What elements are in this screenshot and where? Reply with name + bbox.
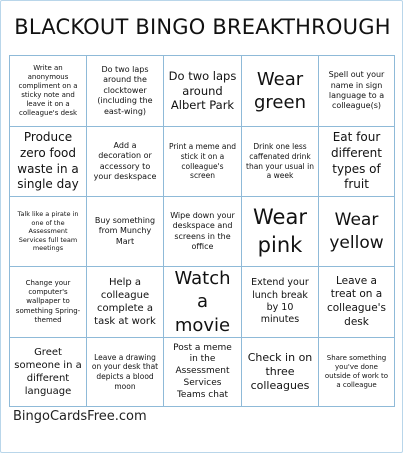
bingo-cell-r5-c5[interactable] <box>319 338 394 406</box>
bingo-cell-r1-c2[interactable] <box>87 56 164 127</box>
bingo-cell-text: Wear green <box>254 68 306 113</box>
bingo-cell-r3-c4[interactable] <box>242 197 319 267</box>
bingo-cell-text: Drink one less caffenated drink than your usual in a week <box>246 142 314 181</box>
bingo-cell-text: Talk like a pirate in one of the Assessment Services full team meetings <box>17 210 79 253</box>
bingo-cell-text: Do two laps around Albert Park <box>168 68 237 113</box>
bingo-cell-r5-c4[interactable] <box>242 338 319 406</box>
bingo-cell-text: Leave a drawing on your desk that depicts a blood moon <box>91 352 159 391</box>
bingo-cell-r2-c1[interactable] <box>10 127 87 197</box>
bingo-cell-text: Leave a treat on a colleague's desk <box>326 274 387 328</box>
bingo-cell-r4-c4[interactable] <box>242 267 319 338</box>
bingo-cell-r4-c2[interactable] <box>87 267 164 338</box>
bingo-cell-text: Help a colleague complete a task at work <box>94 277 156 327</box>
bingo-cell-text: Share something you've done outside of work to a colleague <box>324 353 389 390</box>
bingo-cell-r3-c5[interactable] <box>319 197 394 267</box>
bingo-cell-text: Wear pink <box>253 205 307 257</box>
bingo-cell-text: Watch a movie <box>174 267 231 336</box>
bingo-cell-text: Do two laps around the clocktower (including the east-wing) <box>97 65 153 116</box>
bingo-cell-text: Eat four different types of fruit <box>331 130 382 192</box>
bingo-cell-text: Write an anonymous compliment on a sticky note and leave it on a colleague's desk <box>18 63 78 118</box>
card-title: BLACKOUT BINGO BREAKTHROUGH <box>14 15 391 39</box>
bingo-cell-text: Greet someone in a different language <box>14 347 82 397</box>
bingo-cell-r1-c1[interactable] <box>10 56 87 127</box>
bingo-cell-text: Spell out your name in sign language to a colleague(s) <box>328 70 385 111</box>
bingo-cell-r4-c1[interactable] <box>10 267 87 338</box>
bingo-cell-r4-c5[interactable] <box>319 267 394 338</box>
bingo-cell-r1-c4[interactable] <box>242 56 319 127</box>
footer-credit: BingoCardsFree.com <box>13 409 147 424</box>
bingo-cell-r1-c3[interactable] <box>164 56 242 127</box>
bingo-cell-r4-c3[interactable] <box>164 267 242 338</box>
bingo-cell-text: Post a meme in the Assessment Services Teams chat <box>173 342 232 400</box>
bingo-cell-text: Print a meme and stick it on a colleague's screen <box>169 142 236 181</box>
bingo-cell-text: Change your computer's wallpaper to something Spring-themed <box>15 279 81 324</box>
bingo-cell-r3-c1[interactable] <box>10 197 87 267</box>
bingo-cell-r1-c5[interactable] <box>319 56 394 127</box>
bingo-cell-r2-c3[interactable] <box>164 127 242 197</box>
bingo-cell-r2-c5[interactable] <box>319 127 394 197</box>
bingo-cell-text: Produce zero food waste in a single day <box>17 130 79 192</box>
bingo-cell-r2-c2[interactable] <box>87 127 164 197</box>
bingo-cell-text: Buy something from Munchy Mart <box>94 215 156 246</box>
bingo-cell-r5-c3[interactable] <box>164 338 242 406</box>
bingo-cell-r3-c3[interactable] <box>164 197 242 267</box>
bingo-cell-r5-c1[interactable] <box>10 338 87 406</box>
bingo-cell-r3-c2[interactable] <box>87 197 164 267</box>
bingo-cell-text: Check in on three colleagues <box>247 350 313 393</box>
bingo-cell-r2-c4[interactable] <box>242 127 319 197</box>
bingo-cell-text: Extend your lunch break by 10 minutes <box>251 277 309 326</box>
bingo-cell-text: Wipe down your deskspace and screens in the office <box>170 210 235 251</box>
bingo-cell-text: Add a decoration or accessory to your deskspace <box>93 140 157 181</box>
bingo-cell-r5-c2[interactable] <box>87 338 164 406</box>
bingo-grid <box>9 55 395 407</box>
bingo-cell-text: Wear yellow <box>329 210 384 253</box>
